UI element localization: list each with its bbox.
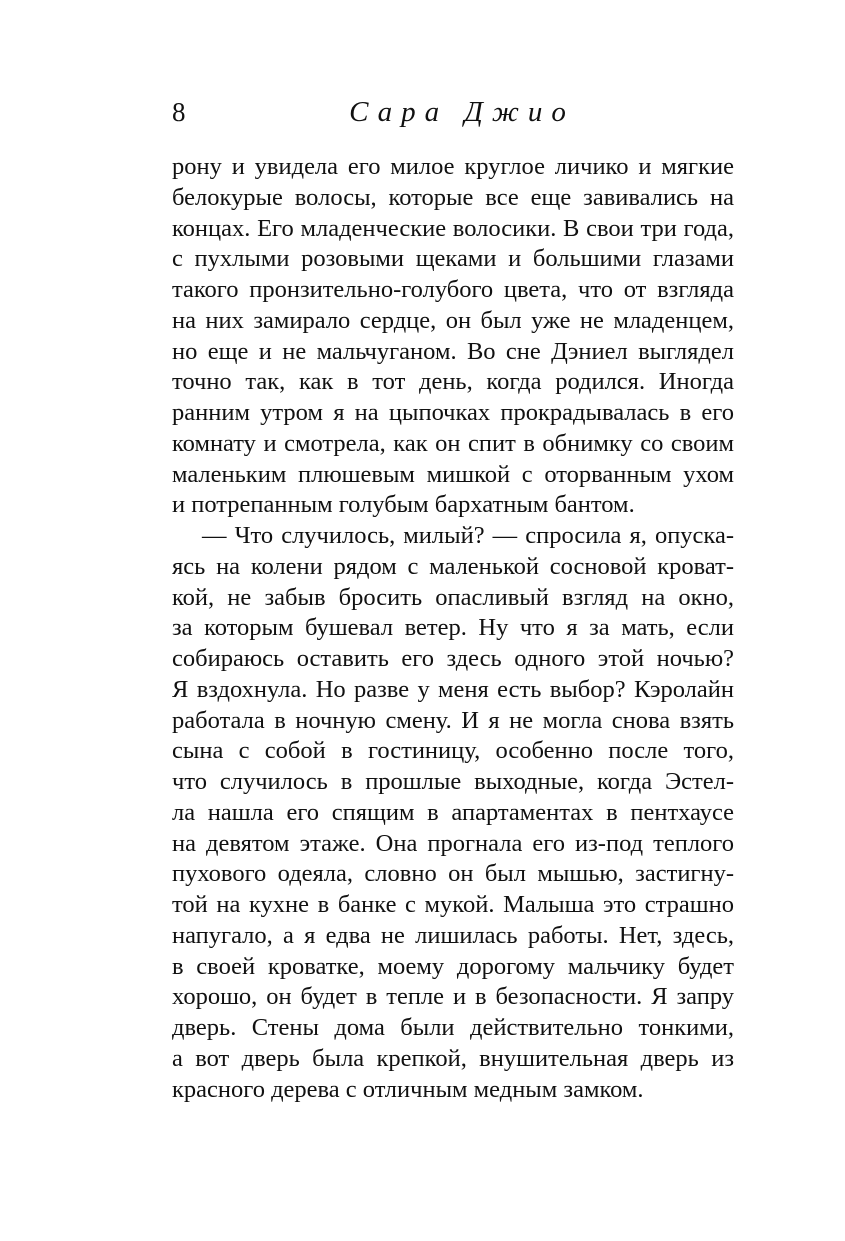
- text-line: рону и увидела его милое круглое личико и мягкие: [172, 153, 734, 180]
- text-line: напугало, а я едва не лишилась работы. Нет, здесь,: [172, 921, 734, 949]
- text-line: с пухлыми розовыми щеками и большими глазами: [172, 245, 734, 273]
- text-line: и потрепанным голубым бархатным бантом.: [172, 491, 635, 519]
- text-line: — Что случилось, милый? — спросила я, опуска-: [202, 522, 734, 549]
- text-line: белокурые волосы, которые все еще завивались на: [172, 183, 734, 211]
- text-line: в своей кроватке, моему дорогому мальчику будет: [172, 952, 734, 980]
- text-line: ла нашла его спящим в апартаментах в пентхаусе: [172, 798, 734, 826]
- text-line: ранним утром я на цыпочках прокрадывалась в его: [172, 399, 734, 426]
- text-line: на девятом этаже. Она прогнала его из-под теплого: [172, 829, 734, 857]
- text-line: а вот дверь была крепкой, внушительная дверь из: [172, 1044, 734, 1072]
- text-line: что случилось в прошлые выходные, когда Эстел-: [172, 768, 734, 795]
- text-line: ясь на колени рядом с маленькой сосновой кроват-: [172, 552, 734, 580]
- text-line: той на кухне в банке с мукой. Малыша это страшно: [172, 891, 734, 918]
- running-title: Сара Джио: [349, 96, 575, 128]
- text-line: за которым бушевал ветер. Ну что я за мать, если: [172, 614, 734, 642]
- text-line: дверь. Стены дома были действительно тонкими,: [172, 1014, 734, 1041]
- text-line: хорошо, он будет в тепле и в безопасности. Я запру: [172, 983, 734, 1011]
- body-text: [172, 152, 734, 1105]
- text-line: пухового одеяла, словно он был мышью, застигну-: [172, 860, 734, 888]
- text-line: на них замирало сердце, он был уже не младенцем,: [172, 306, 734, 334]
- text-line: кой, не забыв бросить опасливый взгляд на окно,: [172, 583, 734, 611]
- text-line: собираюсь оставить его здесь одного этой ночью?: [172, 645, 734, 672]
- running-head: [172, 92, 734, 132]
- text-line: концах. Его младенческие волосики. В свои три года,: [172, 214, 734, 242]
- text-line: сына с собой в гостиницу, особенно после того,: [172, 737, 734, 765]
- page-number: 8: [172, 97, 186, 127]
- text-line: комнату и смотрела, как он спит в обнимку со своим: [172, 429, 734, 457]
- text-line: Я вздохнула. Но разве у меня есть выбор? Кэролайн: [172, 675, 734, 703]
- text-line: маленьким плюшевым мишкой с оторванным ухом: [172, 460, 734, 488]
- text-line: работала в ночную смену. И я не могла снова взять: [172, 706, 734, 734]
- text-line: точно так, как в тот день, когда родился. Иногда: [172, 368, 734, 396]
- text-line: такого пронзительно-голубого цвета, что от взгляда: [172, 276, 734, 303]
- text-line: красного дерева с отличным медным замком.: [172, 1075, 644, 1103]
- text-line: но еще и не мальчуганом. Во сне Дэниел выглядел: [172, 337, 734, 365]
